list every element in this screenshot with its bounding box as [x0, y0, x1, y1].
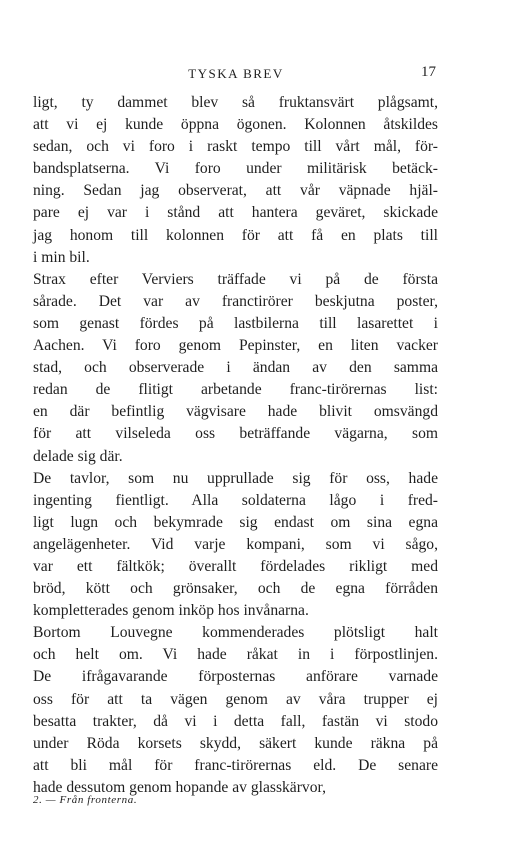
running-head — [0, 64, 520, 84]
text-line: ingenting fientligt. Alla soldaterna lågo i fred- — [33, 491, 438, 509]
text-line: hade dessutom genom hopande av glasskärvor, — [33, 778, 326, 796]
text-line: angelägenheter. Vid varje kompani, som vi sågo, — [33, 535, 438, 553]
page-number: 17 — [421, 64, 436, 80]
text-line: var ett fältkök; överallt fördelades rikligt med — [33, 557, 438, 575]
text-line: jag honom till kolonnen för att få en plats till — [33, 226, 438, 244]
text-line: bröd, kött och grönsaker, och de egna förråden — [33, 580, 438, 598]
text-line: sårade. Det var av franctirörer beskjutna poster, — [33, 292, 438, 310]
text-line: bandsplatserna. Vi foro under militärisk betäck- — [33, 160, 438, 178]
text-line: kompletterades genom inköp hos invånarna. — [33, 602, 309, 620]
text-line: ligt, ty dammet blev så fruktansvärt plågsamt, — [33, 94, 438, 111]
text-line: ning. Sedan jag observerat, att vår väpnade hjäl- — [33, 182, 438, 200]
text-line: som genast fördes på lastbilerna till lasarettet i — [33, 314, 438, 332]
text-line: och helt om. Vi hade råkat in i förpostlinjen. — [33, 646, 438, 664]
signature-note: 2. — Från fronterna. — [33, 794, 138, 806]
text-line: stad, och observerade i ändan av den samma — [33, 359, 438, 377]
text-line: sedan, och vi foro i raskt tempo till vårt mål, för- — [33, 138, 438, 156]
text-line: Aachen. Vi foro genom Pepinster, en liten vacker — [33, 337, 438, 355]
text-line: De ifrågavarande förposternas anförare varnade — [33, 668, 438, 686]
text-line: redan de flitigt arbetande franc-tirörernas list: — [33, 381, 438, 399]
body-text — [33, 92, 438, 799]
text-line: under Röda korsets skydd, säkert kunde räkna på — [33, 734, 438, 752]
text-line: en där befintlig vägvisare hade blivit omsvängd — [33, 403, 438, 421]
text-line: besatta trakter, då vi i detta fall, fastän vi stodo — [33, 712, 438, 730]
text-line: i min bil. — [33, 248, 90, 266]
text-line: De tavlor, som nu upprullade sig för oss, hade — [33, 469, 438, 487]
text-line: ligt lugn och bekymrade sig endast om sina egna — [33, 513, 438, 531]
text-line: för att vilseleda oss beträffande vägarna, som — [33, 425, 438, 443]
text-line: att vi ej kunde öppna ögonen. Kolonnen åtskildes — [33, 116, 438, 134]
text-line: Bortom Louvegne kommenderades plötsligt halt — [33, 624, 438, 642]
text-line: Strax efter Verviers träffade vi på de första — [33, 270, 438, 288]
text-line: att bli mål för franc-tirörernas eld. De senare — [33, 756, 438, 774]
text-line: oss för att ta vägen genom av våra trupper ej — [33, 690, 438, 708]
running-title: TYSKA BREV — [188, 66, 284, 81]
text-line: delade sig där. — [33, 447, 123, 465]
text-line: pare ej var i stånd att hantera geväret, skickade — [33, 204, 438, 222]
